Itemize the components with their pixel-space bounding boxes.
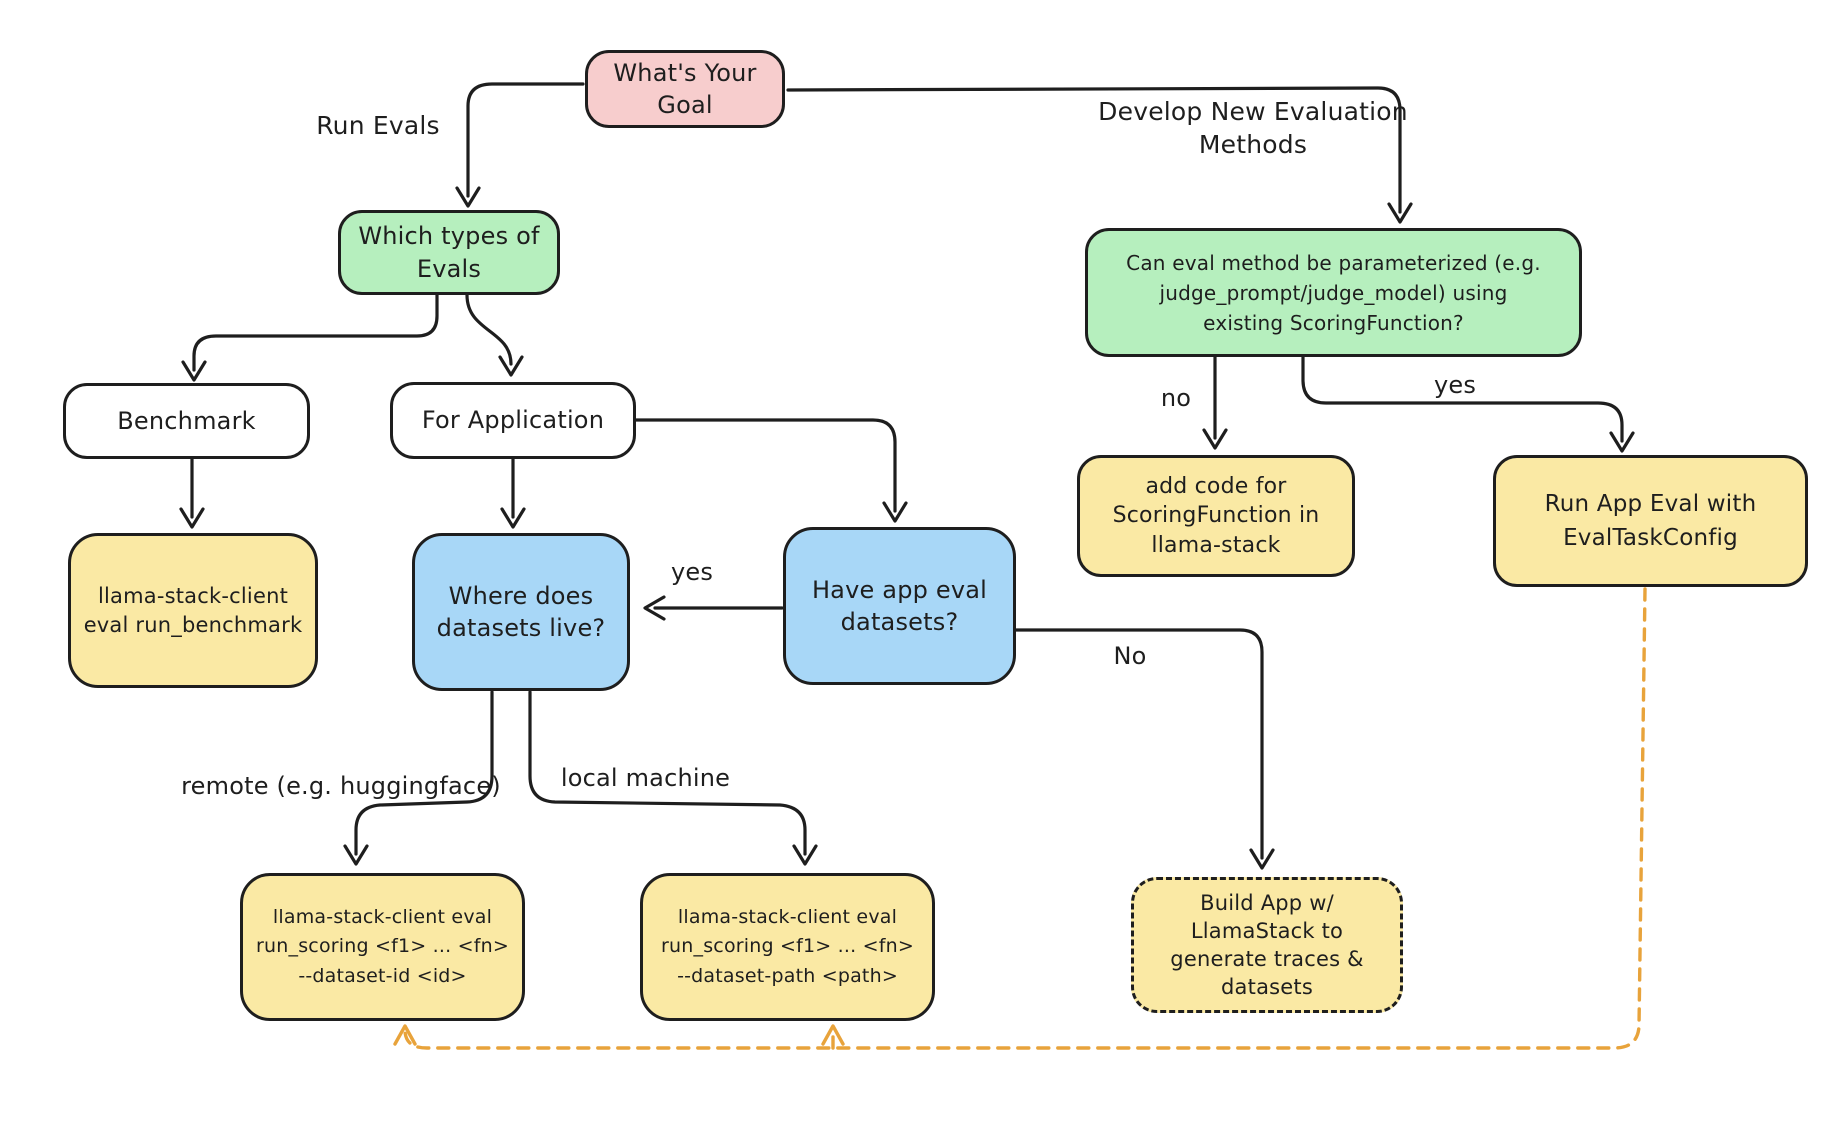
edge-label-no-left: no xyxy=(1160,384,1192,412)
edge-benchmark-to-run-benchmark xyxy=(181,459,203,527)
node-have-app-eval-datasets: Have app eval datasets? xyxy=(783,527,1016,685)
node-run-app-eval-with-evaltaskconfig: Run App Eval with EvalTaskConfig xyxy=(1493,455,1808,587)
node-where-datasets-live: Where does datasets live? xyxy=(412,533,630,691)
edge-for-application-to-have-datasets xyxy=(636,420,906,521)
node-add-code-for-scoringfunction: add code for ScoringFunction in llama-stack xyxy=(1077,455,1355,577)
node-can-eval-method-be-parameterized: Can eval method be parameterized (e.g. judge_prompt/judge_model) using existing ScoringFunction? xyxy=(1085,228,1582,357)
edge-label-remote-huggingface: remote (e.g. huggingface) xyxy=(181,772,501,800)
node-whats-your-goal: What's Your Goal xyxy=(585,50,785,128)
edge-label-develop-new-evaluation-methods: Develop New Evaluation Methods xyxy=(1098,97,1408,159)
node-run-benchmark-command: llama-stack-client eval run_benchmark xyxy=(68,533,318,688)
edge-label-yes-right: yes xyxy=(1433,371,1477,399)
edge-can-parameterized-no-to-add-code xyxy=(1204,357,1226,448)
edge-have-datasets-yes-to-where-datasets xyxy=(645,597,782,619)
edge-which-types-to-for-application xyxy=(467,295,522,375)
node-for-application: For Application xyxy=(390,382,636,459)
node-build-app-with-llamastack: Build App w/ LlamaStack to generate traces & datasets xyxy=(1131,877,1403,1013)
node-run-scoring-dataset-id: llama-stack-client eval run_scoring <f1> ... <fn> --dataset-id <id> xyxy=(240,873,525,1021)
node-which-types-of-evals: Which types of Evals xyxy=(338,210,560,295)
node-run-scoring-dataset-path: llama-stack-client eval run_scoring <f1> ... <fn> --dataset-path <path> xyxy=(640,873,935,1021)
edge-dashed-arrowheads xyxy=(395,1026,843,1044)
edge-label-local-machine: local machine xyxy=(560,764,731,792)
edge-label-yes-left: yes xyxy=(670,558,714,586)
node-benchmark: Benchmark xyxy=(63,383,310,459)
edge-for-application-to-where-datasets xyxy=(502,459,524,527)
edge-label-run-evals: Run Evals xyxy=(316,111,440,140)
edge-label-no-right: No xyxy=(1113,642,1147,670)
edge-which-types-to-benchmark xyxy=(183,295,437,380)
edge-goal-to-which-types xyxy=(457,84,583,206)
